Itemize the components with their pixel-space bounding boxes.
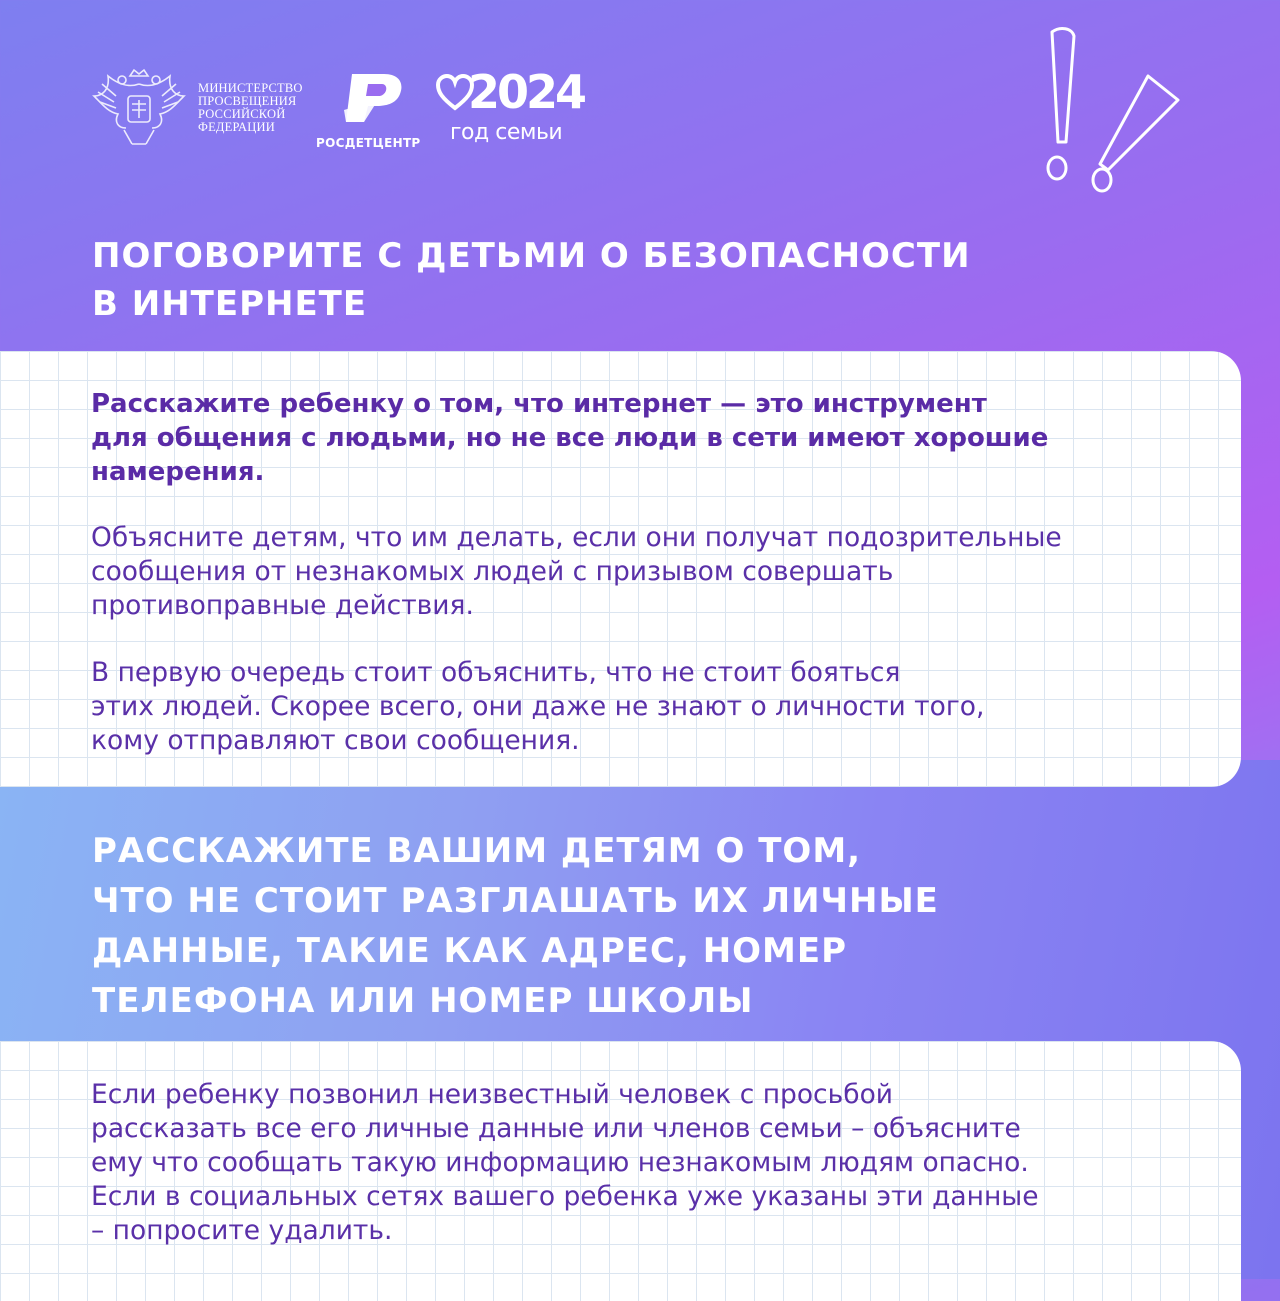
- paragraph-line: ему что сообщать такую информацию незнакомым людям опасно.: [91, 1147, 1029, 1178]
- paragraph-line: кому отправляют свои сообщения.: [91, 725, 580, 756]
- heading-line: ДАННЫЕ, ТАКИЕ КАК АДРЕС, НОМЕР: [92, 931, 848, 971]
- double-exclamation-icon: [1030, 20, 1210, 195]
- paragraph-line: этих людей. Скорее всего, они даже не знают о личности того,: [91, 691, 985, 722]
- section2-heading: [92, 826, 1192, 1026]
- paragraph-line: Если ребенку позвонил неизвестный человек с просьбой: [91, 1079, 894, 1110]
- ministry-line: ПРОСВЕЩЕНИЯ: [198, 94, 297, 108]
- paragraph-line: Объясните детям, что им делать, если они получат подозрительные: [91, 522, 1062, 553]
- card1-paragraph-3: [91, 656, 1221, 758]
- ministry-line: МИНИСТЕРСТВО: [198, 81, 303, 95]
- paragraph-line: противоправные действия.: [91, 590, 474, 621]
- paragraph-line: Расскажите ребенку о том, что интернет — это инструмент: [91, 389, 987, 419]
- rosdetcentr-label: РОСДЕТЦЕНТР: [316, 136, 421, 150]
- heading-line: ЧТО НЕ СТОИТ РАЗГЛАШАТЬ ИХ ЛИЧНЫЕ: [92, 881, 939, 921]
- ministry-name: [198, 82, 318, 134]
- eagle-emblem-icon: [88, 66, 190, 152]
- paragraph-line: В первую очередь стоит объяснить, что не стоит бояться: [91, 657, 901, 688]
- paragraph-line: Если в социальных сетях вашего ребенка уже указаны эти данные: [91, 1181, 1039, 1212]
- heading-line: РАССКАЖИТЕ ВАШИМ ДЕТЯМ О ТОМ,: [92, 831, 862, 871]
- card1-paragraph-2: [91, 521, 1221, 623]
- heading-line: ТЕЛЕФОНА ИЛИ НОМЕР ШКОЛЫ: [92, 981, 754, 1021]
- paragraph-line: рассказать все его личные данные или членов семьи – объясните: [91, 1113, 1021, 1144]
- paragraph-line: – попросите удалить.: [91, 1215, 393, 1246]
- card1-bold-paragraph: [91, 387, 1221, 489]
- heading-line: В ИНТЕРНЕТЕ: [92, 284, 368, 324]
- paragraph-line: намерения.: [91, 457, 265, 487]
- ministry-line: РОССИЙСКОЙ: [198, 107, 286, 121]
- section1-heading: [92, 232, 1192, 328]
- rosdetcentr-logo-icon: [338, 70, 408, 126]
- heading-line: ПОГОВОРИТЕ С ДЕТЬМИ О БЕЗОПАСНОСТИ: [92, 236, 971, 276]
- paragraph-line: для общения с людьми, но не все люди в сети имеют хорошие: [91, 423, 1049, 453]
- card2-paragraph: [91, 1078, 1211, 1248]
- year-of-family-label: год семьи: [450, 120, 563, 145]
- paragraph-line: сообщения от незнакомых людей с призывом совершать: [91, 556, 894, 587]
- year-2024: 2024: [468, 65, 585, 119]
- ministry-line: ФЕДЕРАЦИИ: [198, 120, 275, 134]
